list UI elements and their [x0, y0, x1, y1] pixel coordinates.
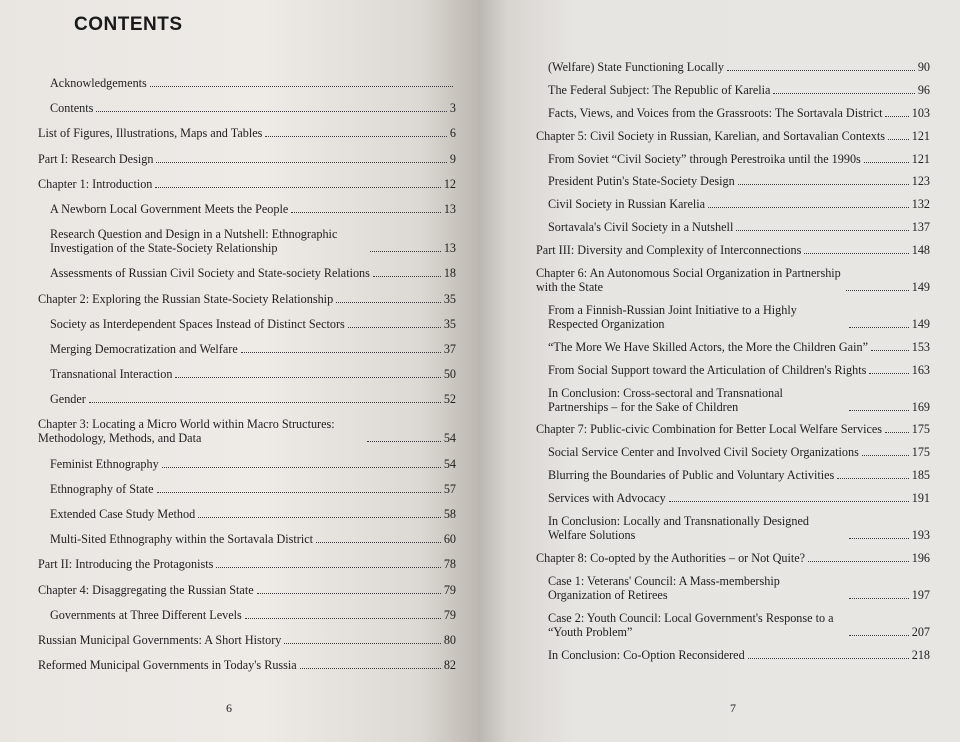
toc-title: Sortavala's Civil Society in a Nutshell	[548, 220, 734, 235]
toc-title: List of Figures, Illustrations, Maps and Tables	[38, 126, 263, 141]
toc-entry	[38, 532, 456, 546]
toc-title: Blurring the Boundaries of Public and Voluntary Activities	[548, 468, 835, 483]
toc-page-number: 175	[911, 445, 930, 460]
toc-title: Case 1: Veterans' Council: A Mass-membership Organization of Retirees	[548, 573, 780, 602]
toc-entry	[38, 202, 456, 216]
leader-dots	[150, 86, 453, 87]
toc-title: President Putin's State-Society Design	[548, 174, 735, 189]
toc-entry	[38, 482, 456, 496]
toc-page-number: 82	[443, 658, 456, 673]
toc-entry	[536, 468, 930, 482]
toc-title: Part I: Research Design	[38, 151, 154, 166]
toc-title: The Federal Subject: The Republic of Karelia	[548, 82, 771, 97]
toc-entry	[536, 363, 930, 377]
leader-dots	[89, 402, 441, 403]
toc-entry	[536, 514, 930, 542]
toc-entry	[38, 417, 456, 445]
toc-title: Case 2: Youth Council: Local Government's Response to a “Youth Problem”	[548, 610, 834, 639]
toc-entry	[38, 457, 456, 471]
toc-entry	[38, 583, 456, 597]
leader-dots	[864, 162, 909, 163]
toc-entry	[38, 227, 456, 255]
toc-page-number: 175	[911, 422, 930, 437]
leader-dots	[804, 253, 908, 254]
toc-title: Chapter 6: An Autonomous Social Organization in Partnership with the State	[536, 266, 841, 295]
page-number-right: 7	[730, 701, 736, 715]
leader-dots	[367, 441, 441, 442]
toc-entry	[38, 507, 456, 521]
toc-title: Transnational Interaction	[50, 367, 173, 382]
toc-page-number: 3	[449, 101, 456, 116]
toc-entry	[38, 266, 456, 280]
page-number-left: 6	[226, 701, 232, 715]
leader-dots	[284, 643, 440, 644]
toc-title: Governments at Three Different Levels	[50, 607, 242, 622]
toc-entry	[536, 340, 930, 354]
toc-page-number: 96	[917, 82, 930, 97]
toc-title: From a Finnish-Russian Joint Initiative to a Highly Respected Organization	[548, 302, 797, 331]
toc-entry	[38, 658, 456, 672]
toc-title: A Newborn Local Government Meets the People	[50, 201, 289, 216]
toc-entry	[536, 303, 930, 331]
toc-title: Gender	[50, 392, 86, 407]
toc-page-number: 57	[443, 481, 456, 496]
leader-dots	[162, 467, 441, 468]
toc-entry	[536, 197, 930, 211]
toc-page-number: 35	[443, 316, 456, 331]
toc-title: Chapter 8: Co-opted by the Authorities – or Not Quite?	[536, 550, 806, 565]
toc-title: Social Service Center and Involved Civil Society Organizations	[548, 445, 859, 460]
toc-page-number: 132	[911, 197, 930, 212]
toc-page-number: 197	[911, 587, 930, 602]
leader-dots	[241, 352, 441, 353]
toc-entry	[536, 648, 930, 662]
toc-entry	[536, 83, 930, 97]
leader-dots	[175, 377, 440, 378]
toc-page-number: 80	[443, 632, 456, 647]
toc-entry	[536, 574, 930, 602]
toc-page-number: 18	[443, 266, 456, 281]
toc-page-number: 54	[443, 456, 456, 471]
toc-entry	[38, 633, 456, 647]
toc-title: Russian Municipal Governments: A Short History	[38, 632, 282, 647]
leader-dots	[316, 542, 441, 543]
leader-dots	[96, 111, 447, 112]
toc-title: In Conclusion: Cross-sectoral and Transnational Partnerships – for the Sake of Children	[548, 385, 783, 414]
toc-page-number: 193	[911, 528, 930, 543]
toc-title: Chapter 1: Introduction	[38, 176, 153, 191]
toc-title: Reformed Municipal Governments in Today's Russia	[38, 658, 297, 673]
toc-title: Part II: Introducing the Protagonists	[38, 557, 214, 572]
toc-entry	[536, 60, 930, 74]
leader-dots	[216, 567, 440, 568]
toc-page-number: 78	[443, 557, 456, 572]
toc-page-number: 163	[911, 362, 930, 377]
toc-page-number: 12	[443, 176, 456, 191]
leader-dots	[300, 668, 441, 669]
leader-dots	[198, 517, 441, 518]
toc-page-number: 185	[911, 468, 930, 483]
leader-dots	[862, 455, 909, 456]
leader-dots	[871, 350, 909, 351]
leader-dots	[885, 432, 909, 433]
toc-entry	[536, 129, 930, 143]
toc-title: Part III: Diversity and Complexity of Interconnections	[536, 243, 802, 258]
leader-dots	[708, 207, 909, 208]
toc-page-number: 123	[911, 174, 930, 189]
toc-title: Chapter 7: Public-civic Combination for Better Local Welfare Services	[536, 422, 883, 437]
toc-entry	[38, 367, 456, 381]
toc-page-number: 121	[911, 128, 930, 143]
toc-page-number: 169	[911, 399, 930, 414]
toc-entry	[536, 445, 930, 459]
toc-entry	[536, 106, 930, 120]
toc-title: Multi-Sited Ethnography within the Sortavala District	[50, 532, 314, 547]
toc-title: From Social Support toward the Articulation of Children's Rights	[548, 362, 867, 377]
leader-dots	[156, 162, 446, 163]
toc-title: Society as Interdependent Spaces Instead of Distinct Sectors	[50, 316, 345, 331]
toc-page-number: 50	[443, 367, 456, 382]
toc-page-number: 79	[443, 582, 456, 597]
toc-entry	[536, 491, 930, 505]
toc-title: Ethnography of State	[50, 481, 154, 496]
leader-dots	[837, 478, 908, 479]
toc-page-number: 90	[917, 60, 930, 74]
leader-dots	[849, 538, 909, 539]
toc-entry	[536, 220, 930, 234]
toc-title: Civil Society in Russian Karelia	[548, 197, 706, 212]
leader-dots	[336, 302, 441, 303]
toc-page-number: 52	[443, 392, 456, 407]
leader-dots	[257, 593, 441, 594]
toc-entry	[536, 266, 930, 294]
leader-dots	[291, 212, 441, 213]
toc-title: Chapter 5: Civil Society in Russian, Karelian, and Sortavalian Contexts	[536, 128, 885, 143]
leader-dots	[849, 327, 909, 328]
leader-dots	[373, 276, 441, 277]
toc-title: In Conclusion: Co-Option Reconsidered	[548, 647, 745, 662]
toc-title: Chapter 2: Exploring the Russian State-Society Relationship	[38, 291, 334, 306]
toc-title: Extended Case Study Method	[50, 507, 196, 521]
toc-entry	[38, 292, 456, 306]
leader-dots	[155, 187, 440, 188]
toc-entry	[38, 317, 456, 331]
leader-dots	[157, 492, 441, 493]
toc-entry	[38, 608, 456, 622]
toc-title: In Conclusion: Locally and Transnationally Designed Welfare Solutions	[548, 514, 809, 543]
toc-entry	[38, 177, 456, 191]
leader-dots	[348, 327, 441, 328]
toc-page-number: 153	[911, 339, 930, 354]
toc-page-number: 13	[443, 201, 456, 216]
toc-entry	[536, 243, 930, 257]
toc-title: Research Question and Design in a Nutshell: Ethnographic Investigation of the State-Society Relationship	[50, 227, 338, 256]
leader-dots	[885, 116, 908, 117]
leader-dots	[669, 501, 909, 502]
toc-entry	[536, 386, 930, 414]
toc-entry	[536, 551, 930, 565]
toc-page-number: 60	[443, 532, 456, 547]
toc-entry	[38, 101, 456, 115]
leader-dots	[265, 136, 447, 137]
toc-page-number: 121	[911, 151, 930, 166]
left-page	[0, 0, 478, 742]
toc-page-number: 137	[911, 220, 930, 235]
toc-entry	[536, 422, 930, 436]
toc-entry	[536, 152, 930, 166]
toc-title: Chapter 3: Locating a Micro World within Macro Structures: Methodology, Methods, and Data	[38, 417, 335, 446]
toc-title: Chapter 4: Disaggregating the Russian State	[38, 582, 254, 597]
toc-entry	[38, 152, 456, 166]
toc-page-number: 13	[443, 241, 456, 256]
toc-page-number: 54	[443, 431, 456, 446]
toc-page-number: 9	[449, 151, 456, 166]
toc-title: Contents	[50, 101, 94, 116]
leader-dots	[846, 290, 908, 291]
toc-page-number: 218	[911, 647, 930, 662]
toc-page-number: 207	[911, 624, 930, 639]
toc-title: Acknowledgements	[50, 76, 147, 90]
leader-dots	[773, 93, 914, 94]
toc-page-number: 149	[911, 316, 930, 331]
toc-title: Merging Democratization and Welfare	[50, 341, 238, 356]
toc-page-number: 37	[443, 341, 456, 356]
toc-page-number: 191	[911, 491, 930, 506]
contents-heading: CONTENTS	[74, 14, 183, 35]
toc-page-number: 148	[911, 243, 930, 258]
left-toc-list	[38, 76, 456, 672]
right-page	[478, 0, 960, 742]
right-toc-list	[536, 60, 930, 662]
toc-entry	[38, 392, 456, 406]
toc-title: From Soviet “Civil Society” through Perestroika until the 1990s	[548, 151, 861, 166]
toc-title: Feminist Ethnography	[50, 456, 159, 471]
leader-dots	[370, 251, 441, 252]
toc-page-number: 103	[911, 105, 930, 120]
leader-dots	[736, 230, 908, 231]
leader-dots	[869, 373, 908, 374]
leader-dots	[849, 598, 909, 599]
leader-dots	[849, 410, 909, 411]
toc-entry	[38, 342, 456, 356]
toc-title: Facts, Views, and Voices from the Grassroots: The Sortavala District	[548, 105, 883, 120]
toc-page-number: 149	[911, 280, 930, 295]
toc-page-number: 79	[443, 607, 456, 622]
leader-dots	[727, 70, 915, 71]
leader-dots	[808, 561, 909, 562]
toc-entry	[536, 611, 930, 639]
leader-dots	[748, 658, 909, 659]
toc-page-number: 6	[449, 126, 456, 141]
leader-dots	[849, 635, 909, 636]
toc-entry	[38, 557, 456, 571]
toc-entry	[38, 126, 456, 140]
toc-page-number: 58	[443, 507, 456, 521]
leader-dots	[888, 139, 909, 140]
toc-title: (Welfare) State Functioning Locally	[548, 60, 725, 74]
leader-dots	[738, 184, 909, 185]
toc-entry	[536, 174, 930, 188]
toc-title: Services with Advocacy	[548, 491, 666, 506]
toc-page-number: 35	[443, 291, 456, 306]
toc-title: Assessments of Russian Civil Society and State-society Relations	[50, 266, 370, 281]
toc-title: “The More We Have Skilled Actors, the More the Children Gain”	[548, 339, 868, 354]
toc-page-number: 196	[911, 550, 930, 565]
leader-dots	[245, 618, 441, 619]
toc-entry	[38, 76, 456, 90]
